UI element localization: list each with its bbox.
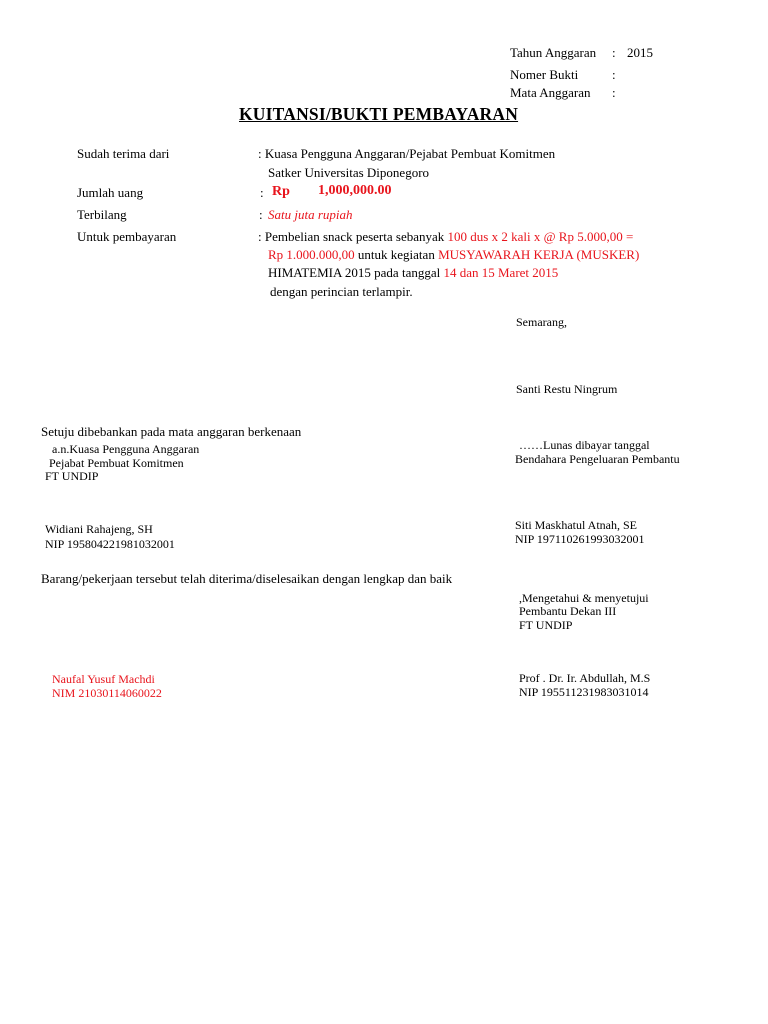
jumlah-uang-amount: 1,000,000.00 — [318, 183, 392, 198]
untuk-pembayaran-label: Untuk pembayaran — [77, 229, 177, 244]
untuk-line3-text: HIMATEMIA 2015 pada tanggal — [268, 265, 444, 280]
untuk-pembayaran-line3 — [268, 266, 558, 279]
vice-dean-unit: FT UNDIP — [519, 618, 573, 632]
vice-dean-name: Prof . Dr. Ir. Abdullah, M.S — [519, 671, 651, 685]
untuk-pembayaran-line1 — [258, 230, 633, 243]
tahun-anggaran-label: Tahun Anggaran — [510, 45, 597, 60]
pejabat-pembuat: Pejabat Pembuat Komitmen — [49, 456, 184, 470]
untuk-line2-amount: Rp 1.000.000,00 — [268, 247, 355, 262]
untuk-pembayaran-line4: dengan perincian terlampir. — [270, 284, 413, 299]
terbilang-value: Satu juta rupiah — [268, 207, 353, 222]
nomer-bukti-label: Nomer Bukti — [510, 67, 579, 82]
untuk-pembayaran-line2 — [268, 248, 639, 261]
mengetahui-text: ,Mengetahui & menyetujui — [519, 591, 649, 605]
sudah-terima-value-line1: : Kuasa Pengguna Anggaran/Pejabat Pembuat Komitmen — [258, 146, 556, 161]
terbilang-colon: : — [259, 207, 263, 222]
jumlah-uang-colon: : — [260, 185, 264, 200]
vice-dean-nip: NIP 195511231983031014 — [519, 685, 649, 699]
vice-dean-role: Pembantu Dekan III — [519, 604, 617, 618]
receiver-name: Santi Restu Ningrum — [516, 382, 618, 396]
tahun-anggaran-colon: : — [612, 45, 616, 60]
page-title: KUITANSI/BUKTI PEMBAYARAN — [239, 104, 519, 124]
jumlah-uang-currency: Rp — [272, 184, 290, 199]
tahun-anggaran-value: 2015 — [627, 45, 653, 60]
terbilang-label: Terbilang — [77, 207, 127, 222]
an-kuasa: a.n.Kuasa Pengguna Anggaran — [52, 442, 200, 456]
approval-nip: NIP 195804221981032001 — [45, 537, 175, 551]
treasurer-name: Siti Maskhatul Atnah, SE — [515, 518, 638, 532]
setuju-text: Setuju dibebankan pada mata anggaran berkenaan — [41, 424, 302, 439]
lunas-dibayar: ……Lunas dibayar tanggal — [519, 438, 650, 452]
jumlah-uang-label: Jumlah uang — [77, 185, 144, 200]
untuk-line1-text: : Pembelian snack peserta sebanyak — [258, 229, 448, 244]
student-name: Naufal Yusuf Machdi — [52, 672, 155, 686]
sudah-terima-label: Sudah terima dari — [77, 146, 170, 161]
mata-anggaran-label: Mata Anggaran — [510, 85, 591, 100]
mata-anggaran-colon: : — [612, 85, 616, 100]
treasurer-role: Bendahara Pengeluaran Pembantu — [515, 452, 680, 466]
untuk-line1-quantity: 100 dus x 2 kali x @ Rp 5.000,00 = — [447, 229, 634, 244]
place-label: Semarang, — [516, 315, 567, 329]
nomer-bukti-colon: : — [612, 67, 616, 82]
untuk-line3-date: 14 dan 15 Maret 2015 — [443, 265, 559, 280]
untuk-line2-event: MUSYAWARAH KERJA (MUSKER) — [438, 247, 640, 262]
approval-unit: FT UNDIP — [45, 469, 99, 483]
treasurer-nip: NIP 197110261993032001 — [515, 532, 645, 546]
sudah-terima-value-line2: Satker Universitas Diponegoro — [268, 165, 430, 180]
approval-name: Widiani Rahajeng, SH — [45, 522, 153, 536]
student-nim: NIM 21030114060022 — [52, 686, 162, 700]
untuk-line2-text: untuk kegiatan — [354, 247, 439, 262]
received-note: Barang/pekerjaan tersebut telah diterima/diselesaikan dengan lengkap dan baik — [41, 571, 453, 586]
